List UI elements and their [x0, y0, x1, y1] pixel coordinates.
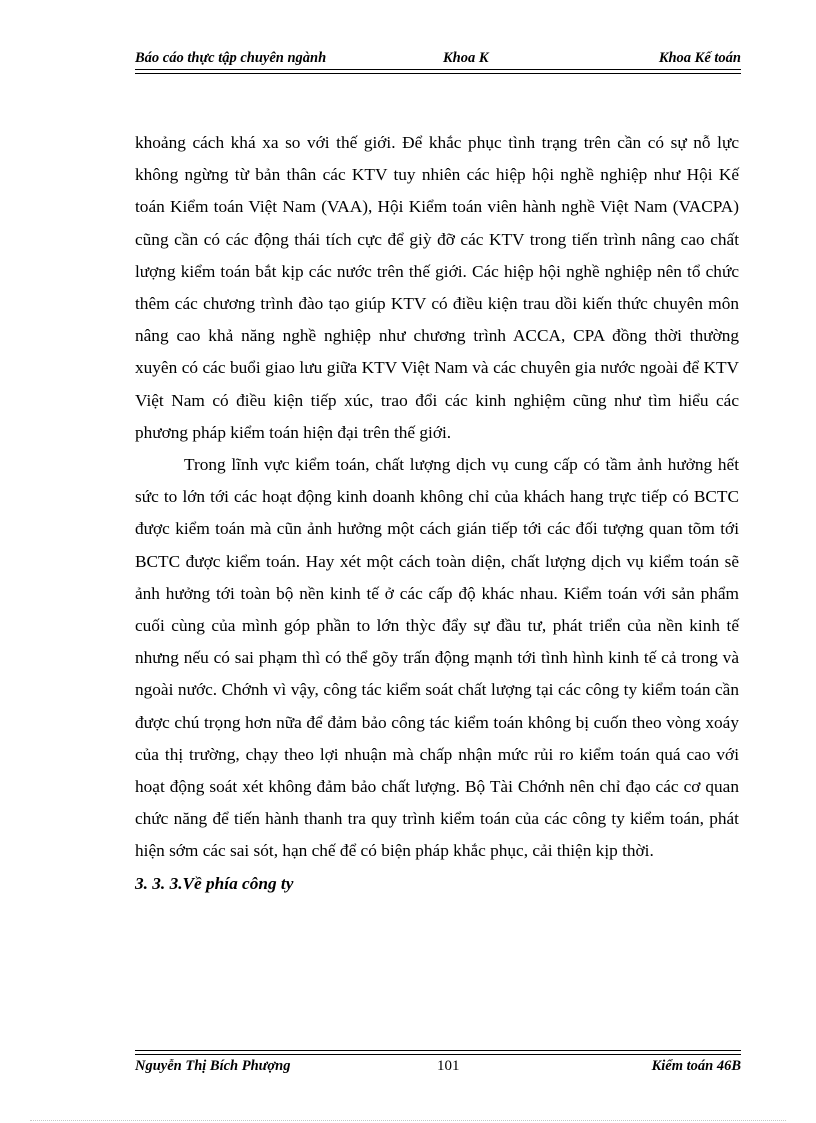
paragraph: Trong lĩnh vực kiểm toán, chất lượng dịch vụ cung cấp có tầm ảnh hưởng hết sức to lớn tới các hoạt động kinh doanh không chỉ của khách hang trực tiếp có BCTC được kiểm toán mà cũn ảnh hưởng một cách gián tiếp tới các đối tượng quan tõm tới BCTC được kiểm toán. Hay xét một cách toàn diện, chất lượng dịch vụ kiểm toán sẽ ảnh hưởng tới toàn bộ nền kinh tế ở các cấp độ khác nhau. Kiểm toán với sản phẩm cuối cùng của mình góp phần to lớn thỳc đẩy sự đầu tư, phát triển của nền kinh tế nhưng nếu có sai phạm thì có thể gõy trấn động mạnh tới tình hình kinh tế cả trong và ngoài nước. Chớnh vì vậy, công tác kiểm soát chất lượng tại các công ty kiểm toán cần được chú trọng hơn nữa để đảm bảo công tác kiểm toán không bị cuốn theo vòng xoáy của thị trường, chạy theo lợi nhuận mà chấp nhận mức rủi ro kiểm toán quá cao với hoạt động soát xét không đảm bảo chất lượng. Bộ Tài Chớnh nên chỉ đạo các cơ quan chức năng để tiến hành thanh tra quy trình kiểm toán của các công ty kiểm toán, phát hiện sớm các sai sót, hạn chế để có biện pháp khắc phục, cải thiện kịp thời. [135, 455, 739, 861]
header-faculty: Khoa Kế toán [658, 50, 741, 66]
header-faculty-short: Khoa K [443, 50, 489, 66]
header-rule [135, 69, 741, 70]
section-subheading: 3. 3. 3.Về phía công ty [135, 873, 294, 893]
footer-author: Nguyễn Thị Bích Phượng [135, 1058, 291, 1074]
page-number: 101 [437, 1058, 460, 1074]
footer-rule [135, 1054, 741, 1055]
footer-class: Kiểm toán 46B [651, 1058, 741, 1074]
page-header [135, 48, 741, 72]
page-body [135, 127, 739, 900]
header-rule-thin [135, 73, 741, 74]
page-footer [135, 1050, 741, 1080]
footer-rule-thin [135, 1050, 741, 1051]
header-report-title: Báo cáo thực tập chuyên ngành [135, 50, 327, 66]
paragraph-continuation: khoảng cách khá xa so với thế giới. Để khắc phục tình trạng trên cần có sự nỗ lực không ngừng từ bản thân các KTV tuy nhiên các hiệp hội nghề nghiệp như Hội Kế toán Kiểm toán Việt Nam (VAA), Hội Kiểm toán viên hành nghề Việt Nam (VACPA) cũng cần có các động thái tích cực để giỳ đỡ các KTV trong tiến trình nâng cao chất lượng kiểm toán bắt kịp các nước trên thế giới. Các hiệp hội nghề nghiệp nên tổ chức thêm các chương trình đào tạo giúp KTV có điều kiện trau dồi kiến thức chuyên môn nâng cao khả năng nghề nghiệp như chương trình ACCA, CPA đồng thời thường xuyên có các buổi giao lưu giữa KTV Việt Nam và các chuyên gia nước ngoài để KTV Việt Nam có điều kiện tiếp xúc, trao đổi các kinh nghiệm cũng như tìm hiểu các phương pháp kiểm toán hiện đại trên thế giới. [135, 133, 739, 442]
page-edge-divider [30, 1120, 786, 1121]
